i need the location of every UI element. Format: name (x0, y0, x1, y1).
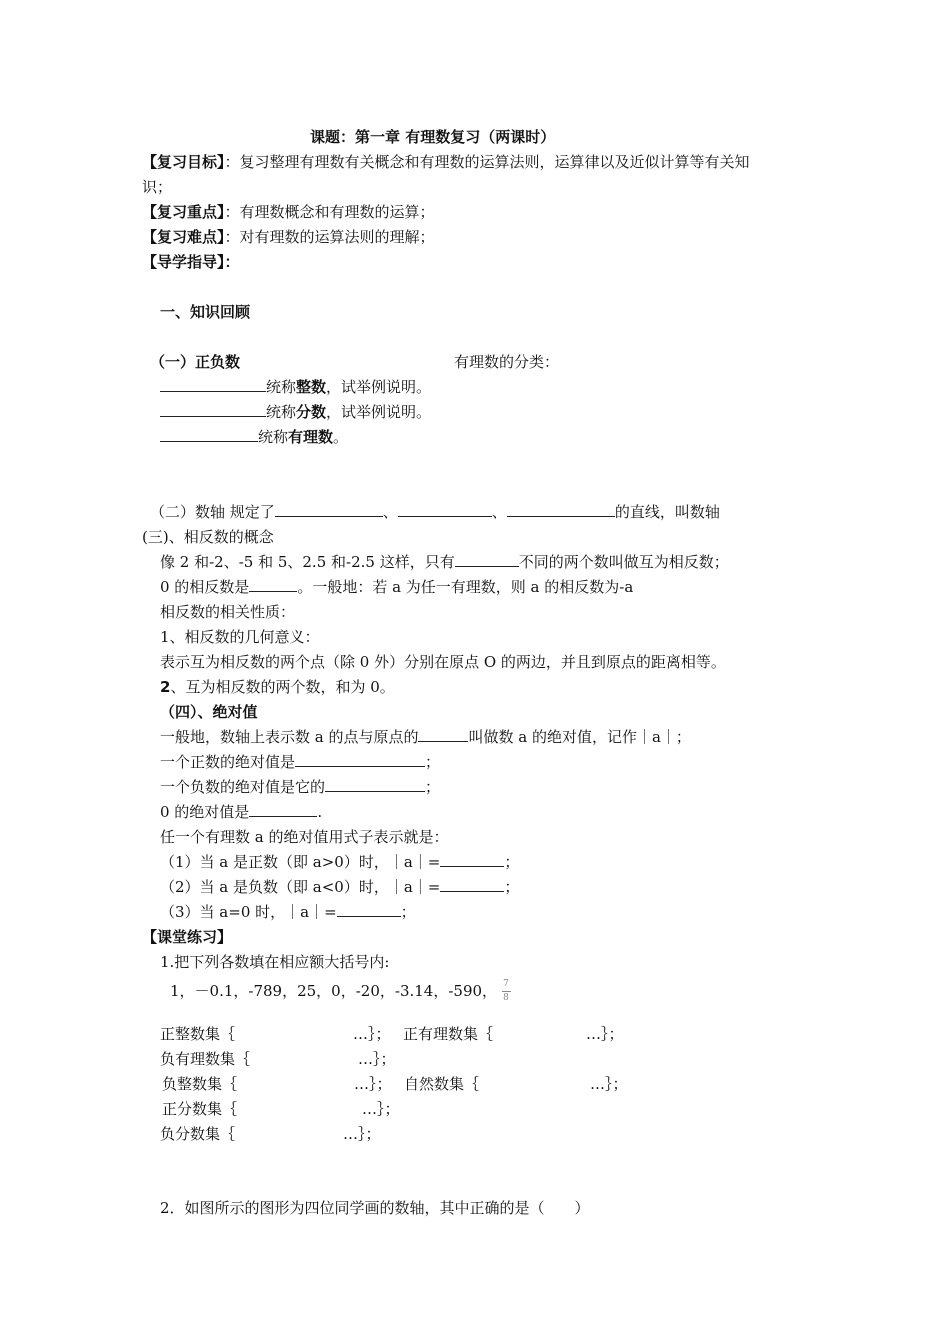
goal-line (142, 152, 750, 172)
number-line-definition: （二）数轴 规定了 、 、 的直线，叫数轴 (150, 503, 720, 521)
answer-blank[interactable] (418, 727, 468, 742)
opposite-line-6: 2、互为相反数的两个数，和为 0。 (160, 678, 395, 696)
section-heading-review: 一、知识回顾 (160, 303, 251, 321)
abs-line-4: 0 的绝对值是 . (160, 803, 323, 821)
answer-blank[interactable] (507, 502, 615, 517)
abs-case-2: （2）当 a 是负数（即 a<0）时，｜a｜= ； (160, 878, 520, 896)
page-title: 课题：第一章 有理数复习（两课时） (310, 128, 556, 146)
question-2: 2．如图所示的图形为四位同学画的数轴，其中正确的是（ ） (160, 1199, 590, 1217)
guide-label: 【导学指导】 (142, 253, 225, 271)
opposite-line-3: 相反数的相关性质： (160, 603, 296, 621)
key-label: 【复习重点】 (142, 203, 225, 221)
rational-row: 统称有理数。 (160, 427, 348, 447)
set-close: …｝； (586, 1025, 624, 1043)
key-line (142, 202, 435, 222)
answer-blank[interactable] (440, 877, 504, 892)
goal-text: ：复习整理有理数有关概念和有理数的运算法则，运算律以及近似计算等有关知 (224, 153, 750, 171)
answer-blank[interactable] (398, 502, 492, 517)
guide-text: ： (224, 253, 240, 271)
guide-line (142, 252, 240, 272)
answer-blank[interactable] (440, 852, 504, 867)
set-positive-integers: 正整数集｛ (160, 1025, 236, 1043)
difficult-line (142, 227, 435, 247)
abs-line-1: 一般地，数轴上表示数 a 的点与原点的 叫做数 a 的绝对值，记作｜a｜； (160, 728, 691, 746)
answer-blank[interactable] (160, 402, 266, 417)
question-1: 1.把下列各数填在相应额大括号内: (160, 953, 390, 971)
set-positive-rationals: 正有理数集｛ (403, 1025, 494, 1043)
part1-heading: （一）正负数 (150, 353, 241, 371)
set-close: …｝； (354, 1075, 392, 1093)
set-close: …｝； (590, 1075, 628, 1093)
set-close: …｝； (343, 1125, 381, 1143)
part3-heading: (三)、相反数的概念 (142, 528, 274, 546)
fraction-row: 统称分数，试举例说明。 (160, 402, 431, 422)
part4-heading: （四）、绝对值 (160, 703, 258, 721)
abs-case-3: （3）当 a=0 时，｜a｜= ； (160, 903, 416, 921)
answer-blank[interactable] (275, 502, 383, 517)
goal-line-2: 识； (142, 178, 173, 196)
opposite-line-5: 表示互为相反数的两个点（除 0 外）分别在原点 O 的两边，并且到原点的距离相等。 (160, 653, 726, 671)
set-negative-fractions: 负分数集｛ (160, 1125, 236, 1143)
set-close: …｝； (353, 1025, 391, 1043)
opposite-line-4: 1、相反数的几何意义： (160, 628, 320, 646)
answer-blank[interactable] (325, 777, 425, 792)
practice-heading: 【课堂练习】 (142, 928, 233, 946)
answer-blank[interactable] (295, 752, 425, 767)
set-negative-integers: 负整数集｛ (162, 1075, 238, 1093)
answer-blank[interactable] (337, 902, 401, 917)
abs-line-5: 任一个有理数 a 的绝对值用式子表示就是： (160, 828, 449, 846)
difficult-label: 【复习难点】 (142, 228, 225, 246)
abs-line-2: 一个正数的绝对值是 ； (160, 753, 441, 771)
opposite-line-2: 0 的相反数是 。一般地：若 a 为任一有理数，则 a 的相反数为-a (160, 578, 634, 596)
answer-blank[interactable] (160, 427, 258, 442)
abs-case-1: （1）当 a 是正数（即 a>0）时，｜a｜= ； (160, 853, 520, 871)
answer-blank[interactable] (455, 552, 519, 567)
answer-blank[interactable] (249, 577, 297, 592)
goal-label: 【复习目标】 (142, 153, 225, 171)
integer-row: 统称整数，试举例说明。 (160, 377, 431, 397)
set-natural-numbers: 自然数集｛ (404, 1075, 480, 1093)
set-negative-rationals: 负有理数集｛ (160, 1050, 251, 1068)
answer-blank[interactable] (160, 377, 266, 392)
fraction-seven-eighths: $\frac{7}{8}$ (501, 979, 515, 1005)
set-close: …｝； (362, 1100, 400, 1118)
classify-label: 有理数的分类： (454, 353, 560, 371)
set-close: …｝； (358, 1050, 396, 1068)
number-list: 1，－0.1，-789，25，0，-20，-3.14，-590， $\frac{7}{8}$ (170, 978, 515, 1005)
key-text: ：有理数概念和有理数的运算； (224, 203, 435, 221)
difficult-text: ：对有理数的运算法则的理解； (224, 228, 435, 246)
set-positive-fractions: 正分数集｛ (162, 1100, 238, 1118)
opposite-line-1: 像 2 和-2、-5 和 5、2.5 和-2.5 这样，只有 不同的两个数叫做互为相反数； (160, 553, 729, 571)
abs-line-3: 一个负数的绝对值是它的 ； (160, 778, 441, 796)
answer-blank[interactable] (249, 802, 317, 817)
